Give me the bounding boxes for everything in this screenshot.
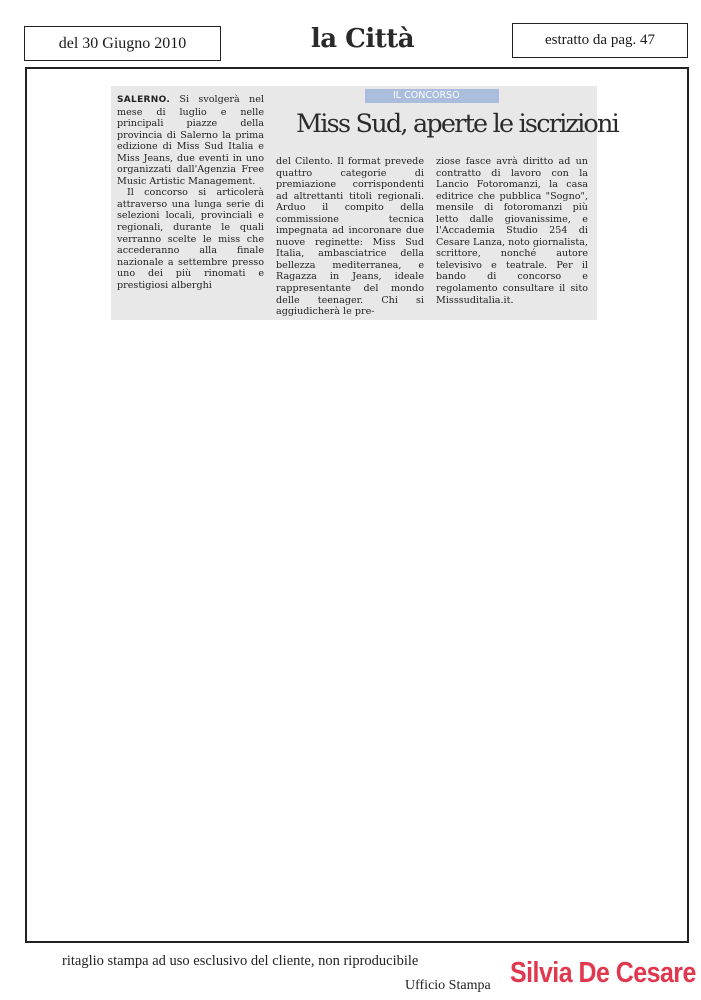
paragraph-2: Il concorso si articolerà attraverso una lunga serie di selezioni locali, provinciali e regionali, durante le quali verranno scelte le miss che accederanno alla finale nazionale a settembre presso uno dei più rinomati e prestigiosi alberghi: [117, 187, 264, 291]
column-2-text: del Cilento. Il format prevede quattro categorie di premiazione corrispondenti ad altrettanti titoli regionali. Arduo il compito della commissione tecnica impegnata ad incoronare due nuove reginette: Miss Sud Italia, ambasciatrice della bellezza mediterranea, e Ragazza in Jeans, ideale rappresentante del mondo delle teenager. Chi si aggiudicherà le pre-: [276, 156, 424, 318]
page-reference-box: [512, 23, 688, 58]
reproduction-disclaimer: ritaglio stampa ad uso esclusivo del cliente, non riproducibile: [62, 953, 419, 969]
article-column-1: [117, 94, 264, 291]
section-tag: IL CONCORSO: [365, 89, 499, 103]
page-reference: estratto da pag. 47: [545, 32, 655, 48]
date-box: [24, 26, 221, 61]
date-label: del 30 Giugno 2010: [58, 34, 187, 52]
column-3-text: ziose fasce avrà diritto ad un contratto di lavoro con la Lancio Fotoromanzi, la casa editrice che pubblica "Sogno", mensile di fotoromanzi più letto dalle giovanissime, e l'Accademia Studio 254 di Cesare Lanza, noto giornalista, scrittore, nonché autore televisivo e teatrale. Per il bando di concorso e regolamento consultare il sito Misssuditalia.it.: [436, 156, 588, 306]
newspaper-masthead: la Città: [310, 24, 415, 54]
article-column-2: [276, 156, 424, 318]
paragraph-1: Si svolgerà nel mese di luglio e nelle principali piazze della provincia di Salerno la prima edizione di Miss Sud Italia e Miss Jeans, due eventi in uno organizzati dall'Agenzia Free Music Artistic Management.: [117, 94, 264, 187]
newspaper-clipping: [111, 86, 618, 320]
press-office-label: Ufficio Stampa: [405, 978, 491, 993]
article-headline: Miss Sud, aperte le iscrizioni: [296, 109, 618, 139]
dateline-place: SALERNO.: [117, 95, 171, 105]
press-agency-name: Silvia De Cesare: [510, 957, 696, 989]
article-column-3: [436, 156, 588, 306]
